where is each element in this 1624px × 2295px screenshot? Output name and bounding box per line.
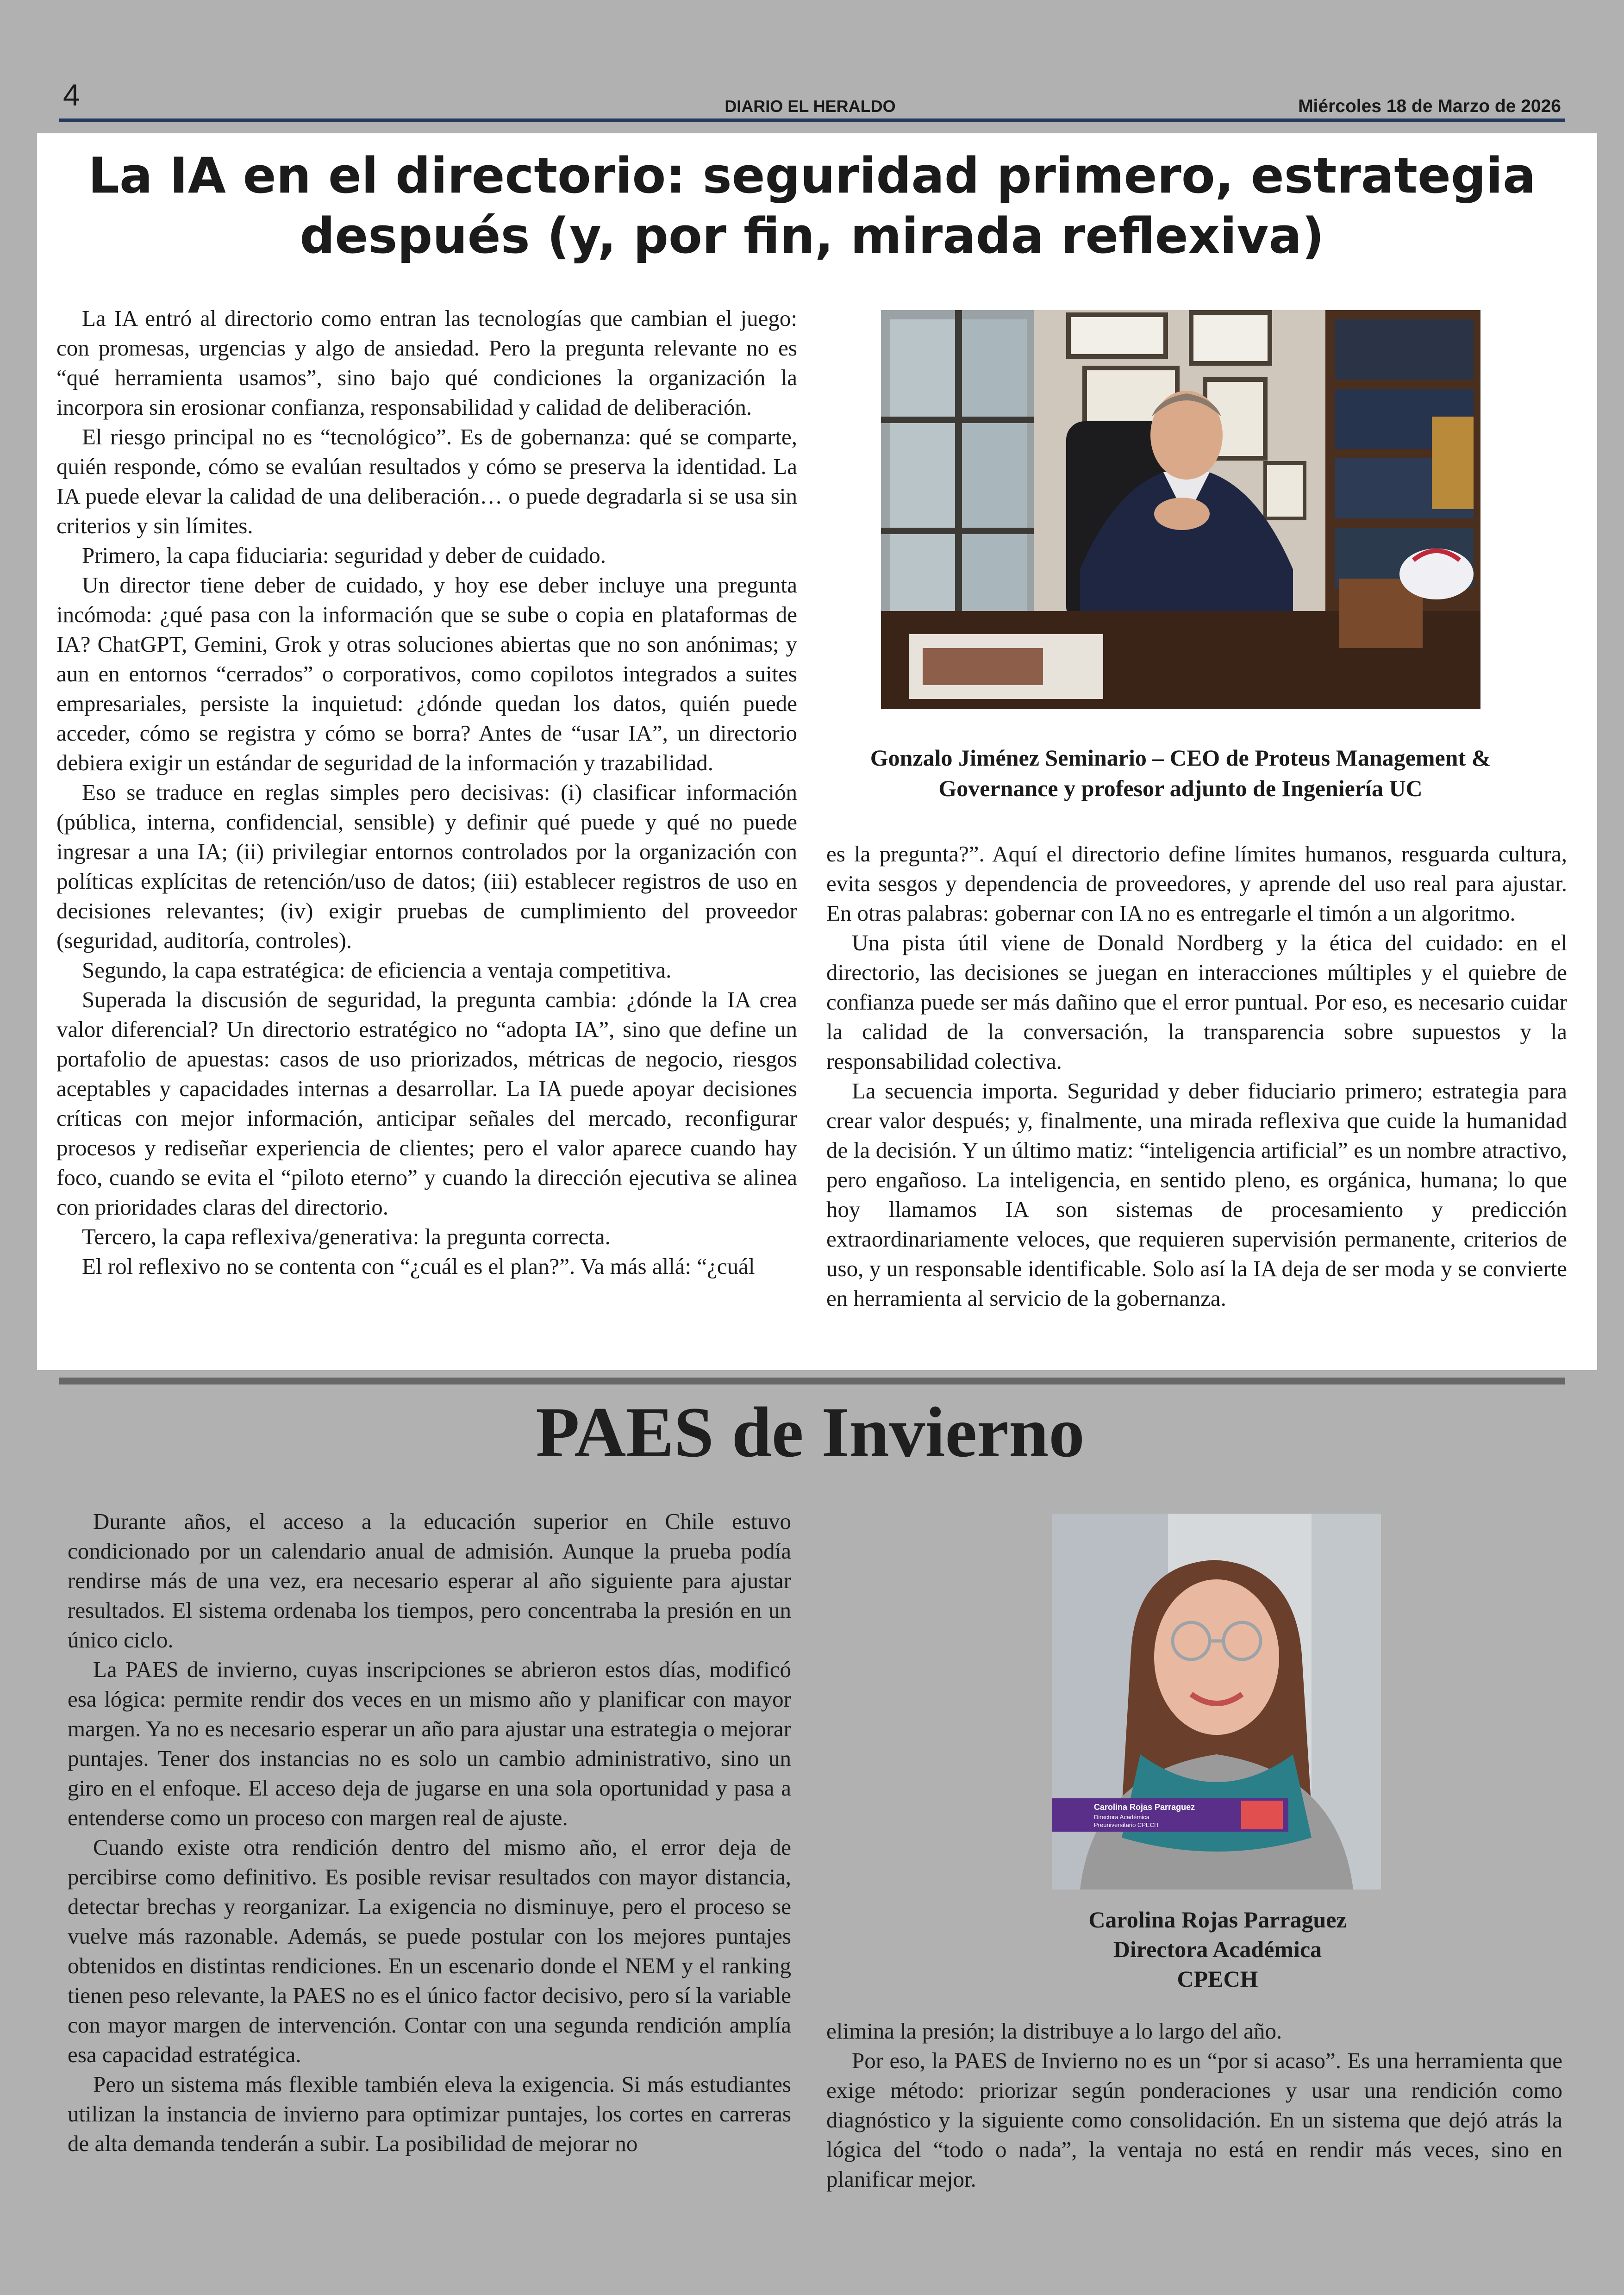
article-1-column-2 [826,839,1567,1313]
paragraph: elimina la presión; la distribuye a lo largo del año. [826,2018,1282,2044]
paragraph: La secuencia importa. Seguridad y deber fiduciario primero; estrategia para crear valor después; y, finalmente, una mirada reflexiva que cuide la humanidad de la decisión. Y un último matiz: “inteligencia artificial” es un nombre atractivo, pero engañoso. La inteligencia, en sentido pleno, es orgánica, humana; lo que hoy llamamos IA son sistemas de procesamiento y predicción extraordinariamente veloces, que requieren supervisión permanente, criterios de uso, y un responsable identificable. Solo así la IA deja de ser moda y se convierte en herramienta al servicio de la gobernanza. [826,1078,1567,1311]
paragraph: Un director tiene deber de cuidado, y hoy ese deber incluye una pregunta incómoda: ¿qué pasa con la información que se sube o copia en plataformas de IA? ChatGPT, Gemini, Grok y otras soluciones abiertas que no son anónimas; y aun en entornos “cerrados” o corporativos, como copilotos integrados a suites empresariales, persiste la inquietud: ¿dónde quedan los datos, quién puede acceder, cómo se registra y cómo se borra? Antes de “usar IA”, un directorio debiera exigir un estándar de seguridad de la información y trazabilidad. [56,572,797,775]
caption-line-2: Governance y profesor adjunto de Ingeniería UC [938,775,1423,801]
caption-line-1: Gonzalo Jiménez Seminario – CEO de Proteus Management & [870,745,1491,771]
article-1-title [0,146,1624,266]
header-rule [59,118,1565,122]
article-separator [59,1378,1565,1384]
paragraph: Primero, la capa fiduciaria: seguridad y deber de cuidado. [82,543,606,568]
article-2-photo-caption [995,1905,1440,1994]
paragraph: El rol reflexivo no se contenta con “¿cuál es el plan?”. Va más allá: “¿cuál [82,1254,755,1279]
portrait-illustration [1052,1514,1381,1890]
badge-role: Directora Académica [1094,1814,1149,1821]
article-2-column-1 [68,1507,791,2158]
paragraph: Tercero, la capa reflexiva/generativa: la pregunta correcta. [82,1224,611,1249]
author-photo-carolina [1052,1514,1381,1890]
article-1-title-line-2: después (y, por fin, mirada reflexiva) [300,207,1324,264]
caption-role: Directora Académica [1113,1936,1322,1962]
caption-org: CPECH [1177,1966,1258,1992]
paragraph: Una pista útil viene de Donald Nordberg y la ética del cuidado: en el directorio, las decisiones se juegan en interacciones múltiples y el quiebre de confianza puede ser más dañino que el error puntual. Por eso, es necesario cuidar la calidad de la conversación, la transparencia sobre supuestos y la responsabilidad colectiva. [826,930,1567,1074]
paragraph: Superada la discusión de seguridad, la pregunta cambia: ¿dónde la IA crea valor diferencial? Un directorio estratégico no “adopta IA”, sino que define un portafolio de apuestas: casos de uso priorizados, métricas de negocio, riesgos aceptables y capacidades internas a desarrollar. La IA puede apoyar decisiones críticas con mejor información, anticipar señales del mercado, reconfigurar procesos y rediseñar experiencia de clientes; pero el valor aparece cuando hay foco, cuando se evita el “piloto eterno” y cuando la dirección ejecutiva se alinea con prioridades claras del directorio. [56,987,797,1220]
paragraph: Segundo, la capa estratégica: de eficiencia a ventaja competitiva. [82,957,672,983]
newspaper-name: DIARIO EL HERALDO [725,97,896,116]
paragraph: es la pregunta?”. Aquí el directorio define límites humanos, resguarda cultura, evita sesgos y dependencia de proveedores, y aprende del uso real para ajustar. En otras palabras: gobernar con IA no es entregarle el timón a un algoritmo. [826,841,1567,926]
author-photo-gonzalo [881,310,1480,709]
badge-name: Carolina Rojas Parraguez [1094,1802,1195,1812]
article-1-title-line-1: La IA en el directorio: seguridad primero, estrategia [88,147,1536,204]
office-portrait-illustration [881,310,1480,709]
paragraph: La PAES de invierno, cuyas inscripciones se abrieron estos días, modificó esa lógica: permite rendir dos veces en un mismo año y planificar con mayor margen. Ya no es necesario esperar un año para ajustar una estrategia o mejorar puntajes. Tener dos instancias no es solo un cambio administrativo, sino un giro en el enfoque. El acceso deja de jugarse en una sola oportunidad y pasa a entenderse como un proceso con margen real de ajuste. [68,1657,791,1830]
caption-name: Carolina Rojas Parraguez [1088,1907,1347,1933]
paragraph: El riesgo principal no es “tecnológico”. Es de gobernanza: qué se comparte, quién responde, cómo se evalúan resultados y cómo se preserva la identidad. La IA puede elevar la calidad de una deliberación… o puede degradarla si se usa sin criterios y sin límites. [56,424,797,538]
paragraph: Pero un sistema más flexible también eleva la exigencia. Si más estudiantes utilizan la instancia de invierno para optimizar puntajes, los cortes en carreras de alta demanda tenderán a subir. La posibilidad de mejorar no [68,2071,791,2156]
badge-org: Preuniversitario CPECH [1094,1821,1159,1828]
article-1-photo-caption [829,742,1532,804]
paragraph: Eso se traduce en reglas simples pero decisivas: (i) clasificar información (pública, interna, confidencial, sensible) y definir qué puede y qué no puede ingresar a una IA; (ii) privilegiar entornos controlados por la organización con políticas explícitas de retención/uso de datos; (iii) establecer registros de uso en decisiones relevantes; (iv) exigir pruebas de cumplimiento del proveedor (seguridad, auditoría, controles). [56,780,797,953]
paragraph: Por eso, la PAES de Invierno no es un “por si acaso”. Es una herramienta que exige método: priorizar según ponderaciones y usar una rendición como diagnóstico y la siguiente como consolidación. En un sistema que dejó atrás la lógica del “todo o nada”, la ventaja no está en rendir más veces, sino en planificar mejor. [826,2048,1562,2192]
article-1-column-1 [56,304,797,1281]
paragraph: Durante años, el acceso a la educación superior en Chile estuvo condicionado por un calendario anual de admisión. Aunque la prueba podía rendirse más de una vez, era necesario esperar al año siguiente para ajustar resultados. El sistema ordenaba los tiempos, pero concentraba la presión en un único ciclo. [68,1509,791,1653]
article-2-title: PAES de Invierno [536,1392,1085,1472]
paragraph: Cuando existe otra rendición dentro del mismo año, el error deja de percibirse como definitivo. Es posible revisar resultados con mayor distancia, detectar brechas y reorganizar. La exigencia no disminuye, pero el proceso se vuelve más razonable. Además, se puede postular con los mejores puntajes obtenidos en distintas rendiciones. En un escenario donde el NEM y el ranking tienen peso relevante, la PAES no es el único factor decisivo, pero sí la variable con mayor margen de intervención. Contar con una segunda rendición amplía esa capacidad estratégica. [68,1834,791,2067]
paragraph: La IA entró al directorio como entran las tecnologías que cambian el juego: con promesas, urgencias y algo de ansiedad. Pero la pregunta relevante no es “qué herramienta usamos”, sino bajo qué condiciones la organización la incorpora sin erosionar confianza, responsabilidad y calidad de deliberación. [56,306,797,420]
page-number: 4 [63,78,80,112]
issue-date: Miércoles 18 de Marzo de 2026 [1298,96,1561,116]
article-2-column-2 [826,2016,1562,2194]
